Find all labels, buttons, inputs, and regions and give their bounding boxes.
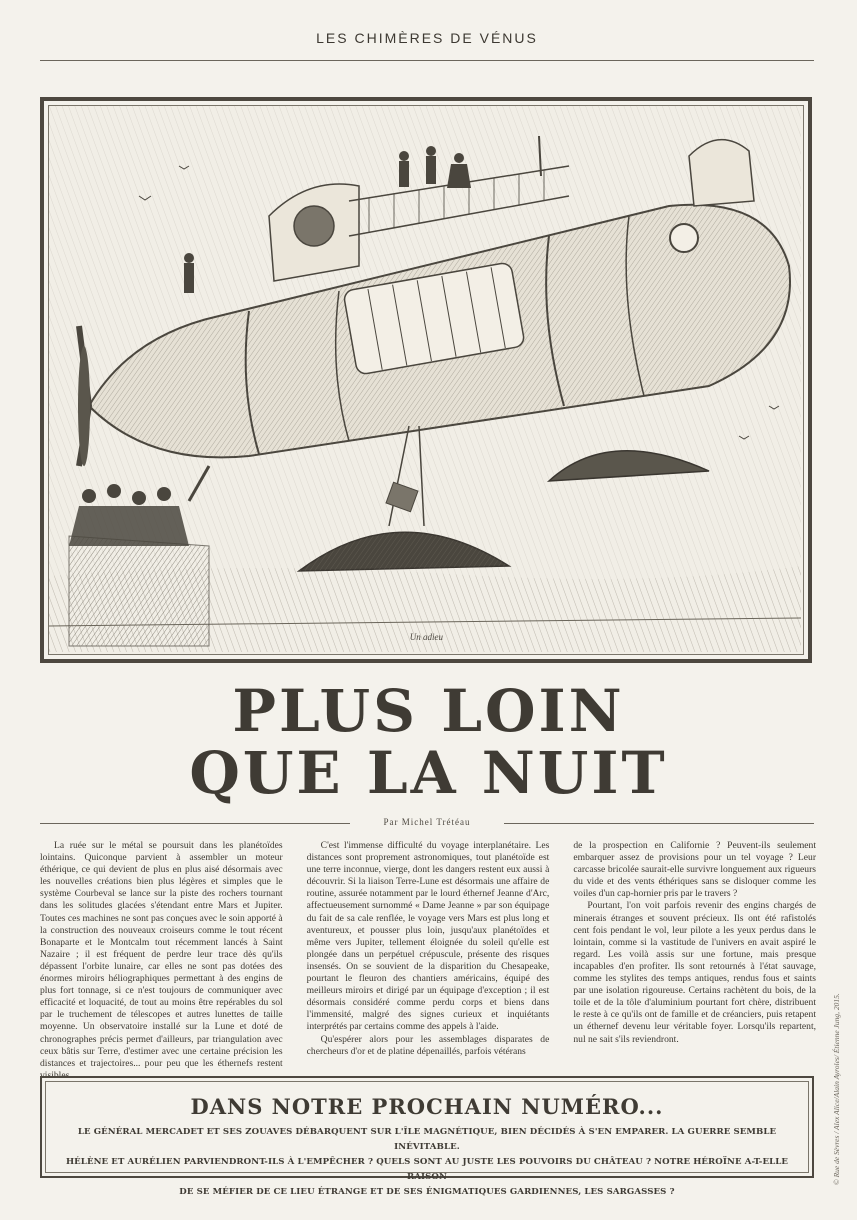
article-title <box>0 677 857 807</box>
next-issue-line: LE GÉNÉRAL MERCADET ET SES ZOUAVES DÉBARQUENT SUR L'ÎLE MAGNÉTIQUE, BIEN DÉCIDÉS À S'EN EMPARER. LA GUERRE SEMBLE INÉVITABLE. <box>77 1127 777 1152</box>
title-line-2: QUE LA NUIT <box>189 739 668 807</box>
next-issue-box <box>40 1076 814 1197</box>
byline <box>40 817 814 827</box>
paragraph: C'est l'immense difficulté du voyage interplanétaire. Les distances sont proprement astronomiques, tout planétoïde est une terre inconnue, vierge, dont les dangers restent eux aussi à découvrir. Si la liaison Terre-Lune est désormais une affaire de routine, assurée notamment par le lourd éthernef Jeanne d'Arc, affectueusement surnommé « Dame Jeanne » par son équipage du fait de sa cale renflée, le voyage vers Mars est plus long et aventureux, et pousser plus loin, jusqu'aux planétoïdes et même vers Jupiter, tellement éloignée du soleil qu'elle est plongée dans un perpétuel crépuscule, présente des risques insensés. On se souvient de la disparition du Chesapeake, pourtant le fleuron des chantiers américains, équipé des meilleurs miroirs et dirigé par un équipage d'exception ; il est désormais considéré comme perdu corps et biens dans l'immensité, malgré des signes curieux et inquiétants interprétés par certains comme des appels à l'aide. <box>306 840 550 1033</box>
column-3 <box>573 840 816 1065</box>
header-divider <box>40 60 814 61</box>
next-issue-line: DE SE MÉFIER DE CE LIEU ÉTRANGE ET DE SES ÉNIGMATIQUES GARDIENNES, LES SARGASSES ? <box>179 1187 675 1197</box>
airship-engraving <box>49 106 801 652</box>
airship-illustration <box>48 105 804 655</box>
illustration-caption: Un adieu <box>409 632 443 642</box>
byline-row <box>40 817 814 829</box>
next-issue-title: DANS NOTRE PROCHAIN NUMÉRO... <box>190 1094 664 1119</box>
paragraph: de la prospection en Californie ? Peuvent-ils seulement embarquer assez de provisions pour un tel voyage ? Leur carcasse bricolée saurait-elle survivre longuement aux rigueurs du vide et des vents éthériques sans se disloquer comme les voiles d'un cap-hornier pris par le travers ? <box>573 840 817 900</box>
column-1 <box>40 840 283 1081</box>
section-header: LES CHIMÈRES DE VÉNUS <box>316 30 538 46</box>
paragraph: La ruée sur le métal se poursuit dans les planétoïdes lointains. Quiconque parvient à assembler un moteur éthérique, ce qui devient de plus en plus aisé désormais avec les nouvelles créations bien plus légères et simples que le système Courbeval se lance sur la piste des rochers tournant dans les solitudes glacées s'étendant entre Mars et Jupiter. Toutes ces machines ne sont pas conçues avec le soin apporté à la construction des nouveaux croiseurs comme le tout récent Bonaparte et le Montcalm tout récemment lancés à Saint Nazaire ; il est fréquent de perdre leur trace dès qu'ils dépassent l'orbite lunaire, car elles ne sont pas dotées des énormes miroirs héliographiques permettant à des engins de plus fort tonnage, si ce n'est toujours de communiquer avec efficacité et loquacité, de tout au moins être repérables du sol par le truchement de télescopes et autres lunettes de taille moyenne. Un observatoire installé sur la Lune et doté de chronographes précis permet d'ailleurs, par triangulation avec ceux bâtis sur Terre, d'estimer avec une certaine précision les distances et trajectoires... pour peu que les éthernefs restent visibles. <box>40 840 283 1081</box>
paragraph: Pourtant, l'on voit parfois revenir des engins chargés de minerais étranges et souvent précieux. Ils ont été rafistolés cent fois pendant le vol, leur pilote a les yeux perdus dans le lointain, comme si la vastitude de l'univers en avait aspiré le regard. Les voilà assis sur une fortune, mais presque incapables d'en profiter. Ils sont retournés à l'état sauvage, comme les stylites des temps antiques, rendus fous et saints par une isolation rigoureuse. Certains rachètent du bois, de la toile et de la tôle d'aluminium pourtant fort chère, distribuent le reste à ce qu'ils ont de famille et de créanciers, puis retapent un éthernef devenu leur véritable foyer. Lorsqu'ils repartent, nul ne sait s'ils reviendront. <box>573 900 817 1045</box>
article-body <box>40 840 817 1081</box>
paragraph: Qu'espérer alors pour les assemblages disparates de chercheurs d'or et de platine dépenaillés, parfois vétérans <box>306 1033 550 1057</box>
next-issue-inner <box>45 1081 809 1197</box>
copyright-credit: © Rue de Sèvres / Alex Alice/Alain Ayroles/ Étienne Jung, 2015. <box>832 993 841 1185</box>
title-line-1: PLUS LOIN <box>232 677 625 745</box>
byline-text: Par Michel Trétéau <box>376 817 479 827</box>
illustration-frame <box>40 97 812 663</box>
next-issue-line: HÉLÈNE ET AURÉLIEN PARVIENDRONT-ILS À L'EMPÊCHER ? QUELS SONT AU JUSTE LES POUVOIRS DU CHÂTEAU ? NOTRE HÉROÏNE A-T-ELLE RAISON <box>65 1157 789 1182</box>
column-2 <box>307 840 550 1065</box>
